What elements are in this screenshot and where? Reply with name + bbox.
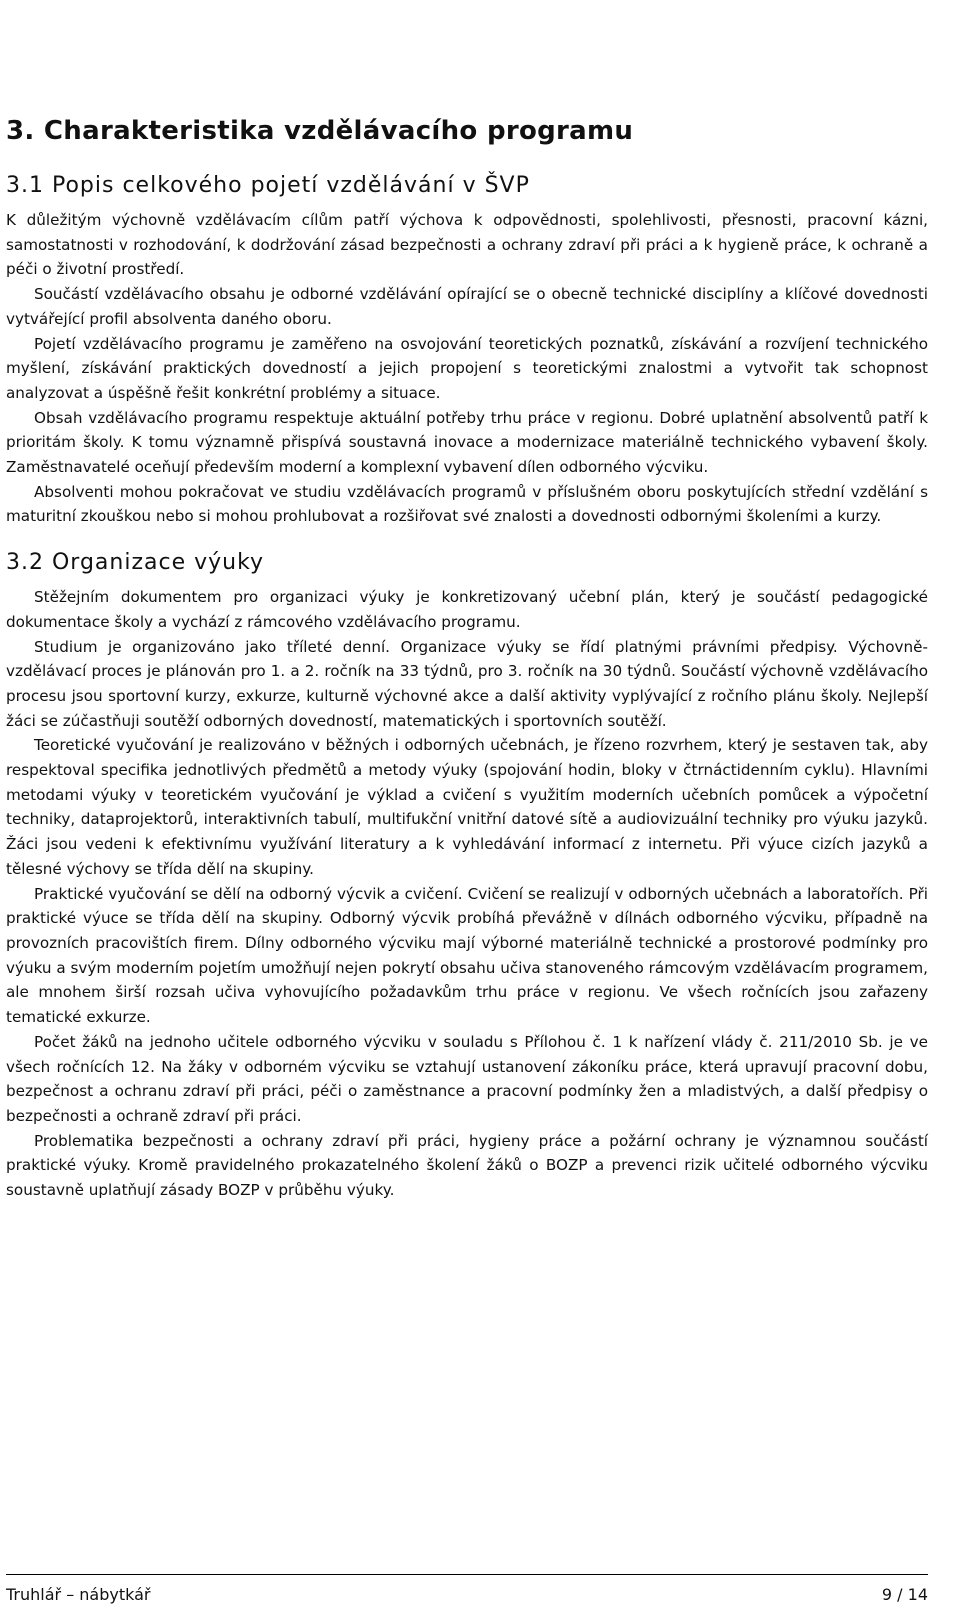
section-title-3-2: 3.2 Organizace výuky: [6, 550, 265, 576]
paragraph: Teoretické vyučování je realizováno v běžných i odborných učebnách, je řízeno rozvrhem, který je sestaven tak, aby respektoval specifika jednotlivých předmětů a metody výuky (spojování hodin, bloky v čtrnáctidenním cyklu). Hlavními metodami výuky v teoretickém vyučování je výklad a cvičení s využitím moderních učebních pomůcek a výpočetní techniky, dataprojektorů, interaktivních tabulí, multifukční vnitřní datové sítě a audiovizuální techniky pro výuku jazyků. Žáci jsou vedeni k efektivnímu využívání literatury a k vyhledávání informací z internetu. Při výuce cizích jazyků a tělesné výchovy se třída dělí na skupiny.: [6, 736, 928, 878]
footer-page-number: 9 / 14: [881, 1585, 928, 1604]
paragraph: Součástí vzdělávacího obsahu je odborné vzdělávání opírající se o obecně technické disciplíny a klíčové dovednosti vytvářející profil absolventa daného oboru.: [6, 285, 928, 328]
page-header: [0, 0, 960, 82]
page-footer: [6, 1574, 928, 1605]
paragraph: Obsah vzdělávacího programu respektuje aktuální potřeby trhu práce v regionu. Dobré uplatnění absolventů patří k prioritám školy. K tomu významně přispívá soustavná inovace a modernizace materiálně technického vybavení školy. Zaměstnavatelé oceňují především moderní a komplexní vybavení dílen odborného výcviku.: [6, 408, 928, 477]
footer-program-name: Truhlář – nábytkář: [6, 1585, 151, 1604]
paragraph: Praktické vyučování se dělí na odborný výcvik a cvičení. Cvičení se realizují v odborných učebnách a laboratořích. Při praktické výuce se třída dělí na skupiny. Odborný výcvik probíhá převážně v dílnách odborného výcviku, případně na provozních pracovištích firem. Dílny odborného výcviku mají výborné materiálně technické a prostorové podmínky pro výuku a svým moderním pojetím umožňují nejen pokrytí obsahu učiva stanoveného rámcovým vzdělávacím programem, ale mnohem širší rozsah učiva vyhovujícího požadavkům trhu práce v regionu. Ve všech ročnících jsou zařazeny tematické exkurze.: [6, 884, 929, 1027]
paragraph: Počet žáků na jednoho učitele odborného výcviku v souladu s Přílohou č. 1 k nařízení vlády č. 211/2010 Sb. je ve všech ročnících 12. Na žáky v odborném výcviku se vztahují ustanovení zákoníku práce, která upravují pracovní dobu, bezpečnost a ochranu zdraví při práci, péči o zaměstnance a pracovní podmínky žen a mladistvých, a další předpisy o bezpečnosti a ochraně zdraví při práci.: [6, 1032, 928, 1125]
header-school-name: Vyšší odborná škola a Střední odborná škola technická Česká Třebová: [137, 8, 823, 28]
paragraph: Pojetí vzdělávacího programu je zaměřeno na osvojování teoretických poznatků, získávání a rozvíjení technického myšlení, získávání praktických dovedností a jejich propojení s teoretickými znalostmi a vytvořit tak schopnost analyzovat a úspěšně řešit konkrétní problémy a situace.: [6, 334, 928, 402]
paragraph: Problematika bezpečnosti a ochrany zdraví při práci, hygieny práce a požární ochrany je významnou součástí praktické výuky. Kromě pravidelného prokazatelného školení žáků o BOZP a prevenci rizik učitelé odborného výcviku soustavně uplatňují zásady BOZP v průběhu výuky.: [6, 1131, 928, 1200]
paragraph: Absolventi mohou pokračovat ve studiu vzdělávacích programů v příslušném oboru poskytujících střední vzdělání s maturitní zkouškou nebo si mohou prohlubovat a rozšiřovat své znalosti a dovednosti odbornými školeními a kurzy.: [6, 482, 928, 526]
paragraph: Stěžejním dokumentem pro organizaci výuky je konkretizovaný učební plán, který je součástí pedagogické dokumentace školy a vychází z rámcového vzdělávacího programu.: [6, 588, 928, 631]
header-program-code: 33-56-H/01 Truhlář, ŠVP Truhlář - nábytkář, verze 1: [219, 38, 741, 58]
chapter-title: 3. Charakteristika vzdělávacího programu: [6, 116, 634, 146]
section-title-3-1: 3.1 Popis celkového pojetí vzdělávání v ŠVP: [6, 173, 530, 198]
paragraph: K důležitým výchovně vzdělávacím cílům patří výchova k odpovědnosti, spolehlivosti, přesnosti, pracovní kázni, samostatnosti v rozhodování, k dodržování zásad bezpečnosti a ochrany zdraví při práci a k hygieně práce, k ochraně a péči o životní prostředí.: [6, 211, 928, 279]
paragraph: Studium je organizováno jako tříleté denní. Organizace výuky se řídí platnými právními předpisy. Výchovně-vzdělávací proces je plánován pro 1. a 2. ročník na 33 týdnů, pro 3. ročník na 30 týdnů. Součástí výchovně vzdělávacího procesu jsou sportovní kurzy, exkurze, kulturně výchovné akce a další aktivity vyplývající z ročního plánu školy. Nejlepší žáci se zúčastňuji soutěží odborných dovedností, matematických i sportovních soutěží.: [6, 637, 928, 730]
page-content: [6, 100, 928, 1203]
